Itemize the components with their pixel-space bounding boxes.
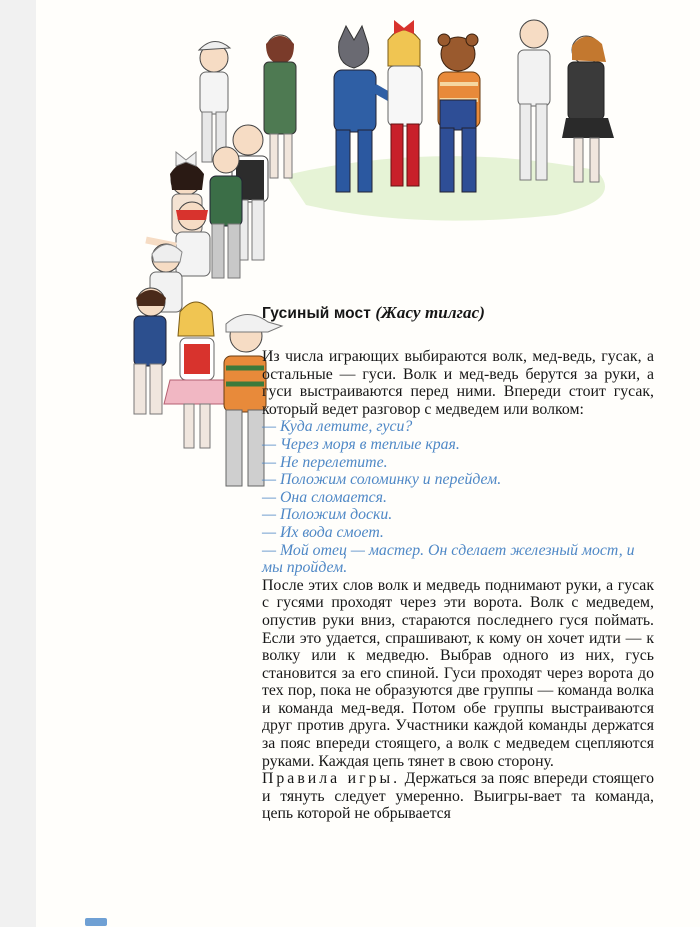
rules-paragraph [262,770,654,823]
game-description [262,303,654,823]
child-figure [210,147,242,278]
child-figure [518,20,550,180]
child-figure [562,36,614,182]
dialogue-line: — Положим доски. [262,506,393,524]
title-subtitle: (Жасу тилгас) [375,303,486,322]
section-title [262,303,654,323]
dialogue-line: — Не перелетите. [262,453,388,471]
dialogue-line: — Положим соломинку и перейдем. [262,471,502,489]
dialogue-line: — Она сломается. [262,488,387,506]
dialogue-line: — Через моря в теплые края. [262,435,460,453]
intro-paragraph: Из числа играющих выбираются волк, мед-ведь, гусак, а остальные — гуси. Волк и мед-ведь берутся за руки, а гуси выстраиваются перед ними. Впереди стоит гусак, который ведет разговор с медведем или волком: [262,348,654,418]
title-main: Гусиный мост [262,305,371,322]
child-figure [164,302,232,448]
page-number-mark [85,918,107,926]
child-figure [134,288,166,414]
dialogue-line: — Их вода смоет. [262,523,384,541]
rules-heading: Правила игры. [262,770,401,788]
body-paragraph: После этих слов волк и медведь поднимают руки, а гусак с гусями проходят через эти ворота. Волк с медведем, опустив руки вниз, стараются последнего гуся поймать. Если это удается, спрашивают, к кому он хочет идти — к волку или к медведю. Выбрав одного из них, гусь становится за его спиной. Гуси проходят через ворота до тех пор, пока не образуются две группы — команда волка и команда мед-ведя. Потом обе группы выстраиваются друг против друга. Участники каждой команды держатся за пояс впереди стоящего, а волк с медведем сцепляются руками. Каждая цепь тянет в свою сторону. [262,576,654,770]
child-figure [199,41,230,162]
rules-text: Держаться за пояс впереди стоящего и тянуть следует умеренно. Выигры-вает та команда, цепь которой не обрывается [262,770,655,823]
page-margin [0,0,36,927]
child-figure [264,35,296,178]
dialogue-line: — Мой отец — мастер. Он сделает железный мост, и мы пройдем. [262,541,635,577]
dialogue-list [262,418,654,576]
dialogue-line: — Куда летите, гуси? [262,418,413,436]
